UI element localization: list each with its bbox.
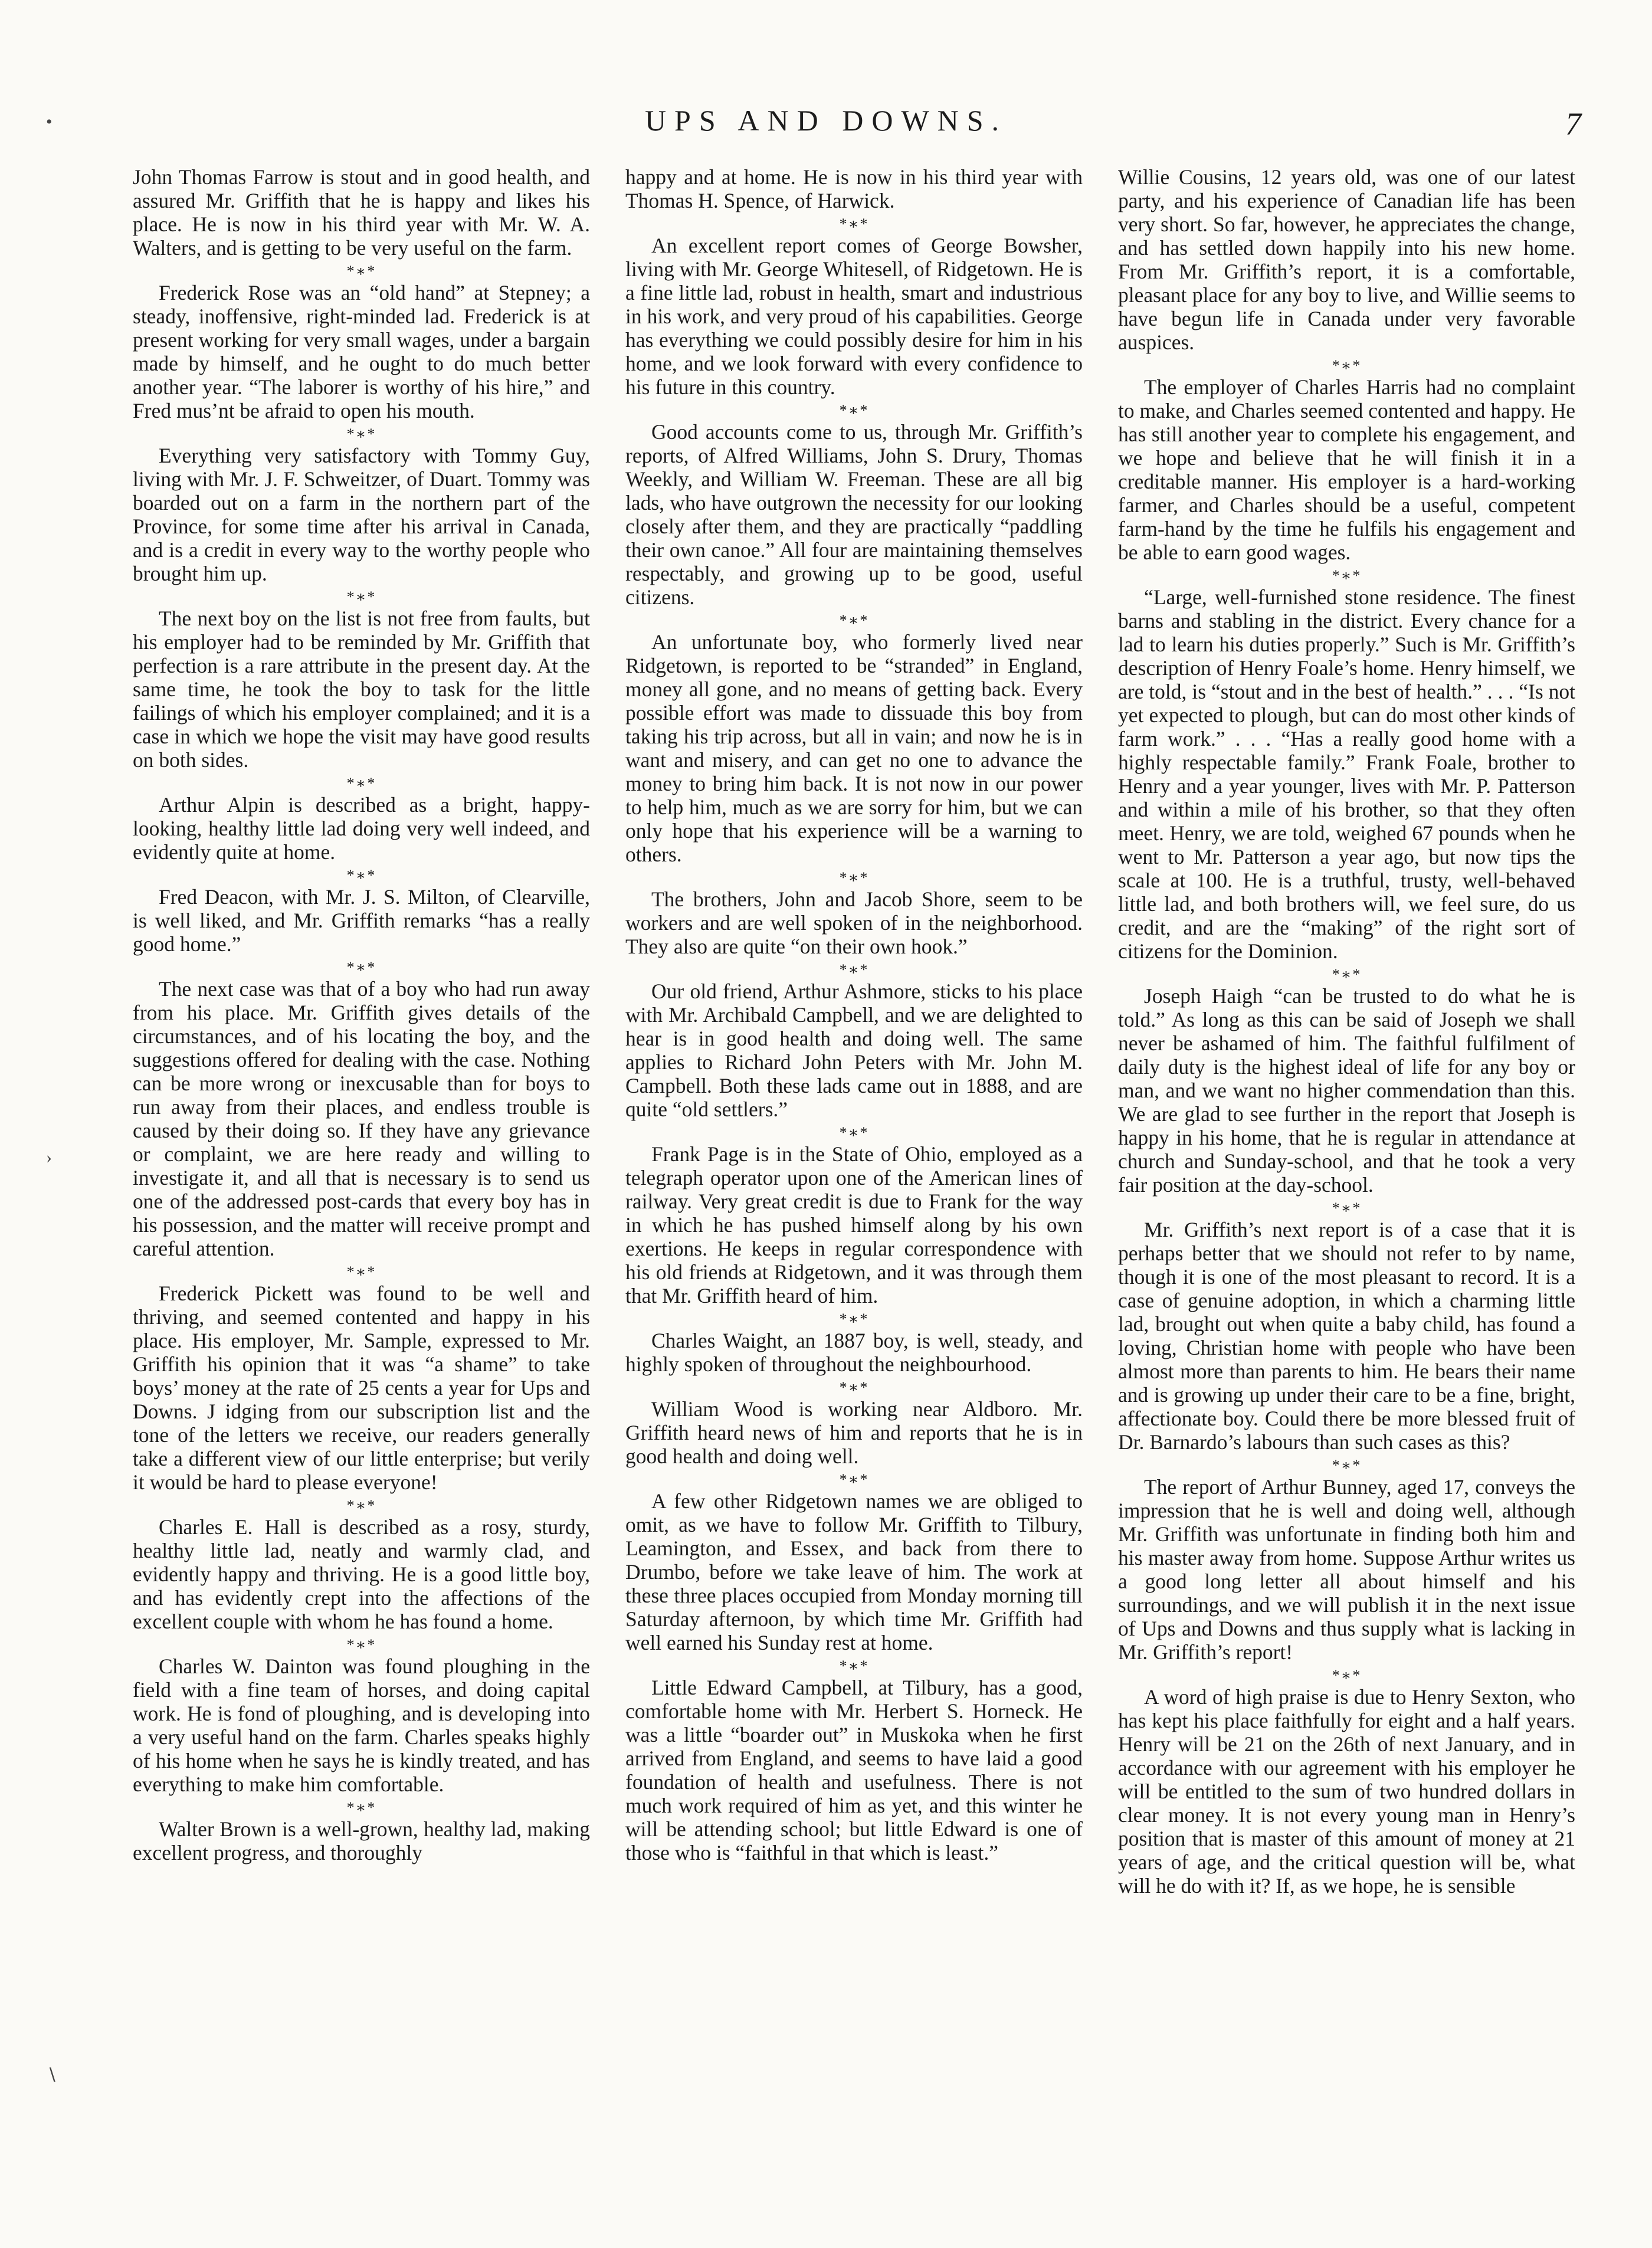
- paragraph: Frederick Rose was an “old hand” at Stepney; a steady, inoffensive, right-minded lad. Frederick is at present working for very small wages, under a bargain made by himself, and he ought to do much better another year. “The laborer is worthy of his hire,” and Fred mus’nt be afraid to open his mouth.: [133, 281, 590, 422]
- paragraph: Willie Cousins, 12 years old, was one of our latest party, and his experience of Canadian life has been very short. So far, however, he appreciates the change, and has settled down happily into his new home. From Mr. Griffith’s report, it is a comfortable, pleasant place for any boy to live, and Willie seems to have begun life in Canada under very favorable auspices.: [1118, 165, 1575, 354]
- paragraph: The employer of Charles Harris had no complaint to make, and Charles seemed contented and happy. He has still another year to complete his engagement, and we hope and believe that he will finish it in a creditable manner. His employer is a hard-working farmer, and Charles should be a useful, competent farm-hand by the time he fulfils his engagement and be able to earn good wages.: [1118, 375, 1575, 564]
- paragraph: Mr. Griffith’s next report is of a case that it is perhaps better that we should not refer to by name, though it is one of the most pleasant to record. It is a case of genuine adoption, in which a charming little lad, brought out when quite a baby child, has found a loving, Christian home with people who have been almost more than parents to him. He bears their name and is growing up under their care to be a fine, bright, affectionate boy. Could there be more blessed fruit of Dr. Barnardo’s labours than such cases as this?: [1118, 1218, 1575, 1454]
- column-2: [625, 165, 1083, 2195]
- paragraph: “Large, well-furnished stone residence. The finest barns and stabling in the district. Every chance for a lad to learn his duties properly.” Such is Mr. Griffith’s description of Henry Foale’s home. Henry himself, we are told, is “stout and in the best of health.” . . . “Is not yet expected to plough, but can do most other kinds of farm work.” . . . “Has a really good home with a highly respectable family.” Frank Foale, brother to Henry and a year younger, lives with Mr. P. Patterson and within a mile of his brother, so that they often meet. Henry, we are told, weighed 67 pounds when he went to Mr. Patterson a year ago, but now tips the scale at 100. He is a truthful, trusty, well-behaved little lad, and both brothers will, we feel sure, do us credit, and are the “making” of the right sort of citizens for the Dominion.: [1118, 585, 1575, 963]
- paragraph: Frederick Pickett was found to be well and thriving, and seemed contented and happy in his place. His employer, Mr. Sample, expressed to Mr. Griffith his opinion that it was “a shame” to take boys’ money at the rate of 25 cents a year for Ups and Downs. J idging from our subscription list and the tone of the letters we receive, our readers generally take a different view of our little enterprise; but verily it would be hard to please everyone!: [133, 1282, 590, 1494]
- paragraph: A word of high praise is due to Henry Sexton, who has kept his place faithfully for eight and a half years. Henry will be 21 on the 26th of next January, and in accordance with our agreement with his employer he will be entitled to the sum of two hundred dollars in clear money. It is not every young man in Henry’s position that is master of this amount of money at 21 years of age, and the critical question will be, what will he do with it? If, as we hope, he is sensible: [1118, 1685, 1575, 1898]
- section-separator: *∗*: [346, 588, 376, 605]
- section-separator: *∗*: [839, 1471, 869, 1488]
- section-separator: *∗*: [1332, 1457, 1362, 1474]
- paragraph: happy and at home. He is now in his third year with Thomas H. Spence, of Harwick.: [625, 165, 1083, 212]
- section-separator: *∗*: [839, 612, 869, 629]
- page-number: 7: [1565, 106, 1581, 142]
- section-separator: *∗*: [1332, 1200, 1362, 1217]
- masthead: [0, 103, 1652, 150]
- paragraph: Charles W. Dainton was found ploughing in the field with a fine team of horses, and doing capital work. He is fond of ploughing, and is developing into a very useful hand on the farm. Charles speaks highly of his home when he says he is kindly treated, and has everything to make him comfortable.: [133, 1654, 590, 1796]
- paragraph: Little Edward Campbell, at Tilbury, has a good, comfortable home with Mr. Herbert S. Horneck. He was a little “boarder out” in Muskoka when he first arrived from England, and seems to have laid a good foundation of health and usefulness. There is not much work required of him as yet, and this winter he will be attending school; but little Edward is one of those who is “faithful in that which is least.”: [625, 1676, 1083, 1864]
- paragraph: A few other Ridgetown names we are obliged to omit, as we have to follow Mr. Griffith to Tilbury, Leamington, and Essex, and back from there to Drumbo, before we take leave of him. The work at these three places occupied from Monday morning till Saturday afternoon, by which time Mr. Griffith had well earned his Sunday rest at home.: [625, 1489, 1083, 1654]
- paragraph: Joseph Haigh “can be trusted to do what he is told.” As long as this can be said of Joseph we shall never be ashamed of him. The faithful fulfilment of daily duty is the highest ideal of life for any boy or man, and we want no higher commendation than this. We are glad to see further in the report that Joseph is happy in his home, that he is regular in attendance at church and Sunday-school, and that he took a very fair position at the day-school.: [1118, 984, 1575, 1197]
- paragraph: Frank Page is in the State of Ohio, employed as a telegraph operator upon one of the American lines of railway. Very great credit is due to Frank for the way in which he has pushed himself along by his own exertions. He keeps in regular correspondence with his old friends at Ridgetown, and it was through them that Mr. Griffith heard of him.: [625, 1142, 1083, 1307]
- section-separator: *∗*: [839, 961, 869, 978]
- section-separator: *∗*: [346, 263, 376, 280]
- section-separator: *∗*: [346, 1636, 376, 1653]
- article-columns: [133, 165, 1584, 2195]
- section-separator: *∗*: [346, 775, 376, 792]
- publication-title: UPS AND DOWNS.: [644, 104, 1008, 137]
- section-separator: *∗*: [346, 1263, 376, 1280]
- paragraph: Our old friend, Arthur Ashmore, sticks to his place with Mr. Archibald Campbell, and we are delighted to hear is in good health and doing well. The same applies to Richard John Peters with Mr. John M. Campbell. Both these lads came out in 1888, and are quite “old settlers.”: [625, 979, 1083, 1121]
- section-separator: *∗*: [839, 402, 869, 419]
- section-separator: *∗*: [839, 215, 869, 232]
- section-separator: *∗*: [346, 959, 376, 976]
- section-separator: *∗*: [346, 1799, 376, 1816]
- paragraph: John Thomas Farrow is stout and in good health, and assured Mr. Griffith that he is happy and likes his place. He is now in his third year with Mr. W. A. Walters, and is getting to be very useful on the farm.: [133, 165, 590, 260]
- section-separator: *∗*: [839, 1124, 869, 1141]
- section-separator: *∗*: [839, 869, 869, 886]
- paragraph: The next boy on the list is not free from faults, but his employer had to be reminded by Mr. Griffith that perfection is a rare attribute in the present day. At the same time, he took the boy to task for the little failings of which his employer complained; and it is a case in which we hope the visit may have good results on both sides.: [133, 607, 590, 772]
- paragraph: Fred Deacon, with Mr. J. S. Milton, of Clearville, is well liked, and Mr. Griffith remarks “has a really good home.”: [133, 885, 590, 956]
- section-separator: *∗*: [1332, 966, 1362, 983]
- paragraph: Walter Brown is a well-grown, healthy lad, making excellent progress, and thoroughly: [133, 1817, 590, 1864]
- column-3: [1118, 165, 1575, 2195]
- paragraph: The report of Arthur Bunney, aged 17, conveys the impression that he is well and doing well, although Mr. Griffith was unfortunate in finding both him and his master away from home. Suppose Arthur writes us a good long letter all about himself and his surroundings, and we will publish it in the next issue of Ups and Downs and thus supply what is lacking in Mr. Griffith’s report!: [1118, 1475, 1575, 1664]
- section-separator: *∗*: [839, 1379, 869, 1396]
- paragraph: An unfortunate boy, who formerly lived near Ridgetown, is reported to be “stranded” in England, money all gone, and no means of getting back. Every possible effort was made to dissuade this boy from taking his trip across, but all in vain; and now he is in want and misery, and can get no one to advance the money to bring him back. It is not now in our power to help him, much as we are sorry for him, but we can only hope that his experience will be a warning to others.: [625, 630, 1083, 866]
- paragraph: William Wood is working near Aldboro. Mr. Griffith heard news of him and reports that he is in good health and doing well.: [625, 1397, 1083, 1468]
- section-separator: *∗*: [839, 1657, 869, 1674]
- paragraph: Arthur Alpin is described as a bright, happy-looking, healthy little lad doing very well indeed, and evidently quite at home.: [133, 793, 590, 864]
- column-1: [133, 165, 590, 2195]
- paragraph: Good accounts come to us, through Mr. Griffith’s reports, of Alfred Williams, John S. Drury, Thomas Weekly, and William W. Freeman. These are all big lads, who have outgrown the necessity for our looking closely after them, and they are practically “paddling their own canoe.” All four are maintaining themselves respectably, and growing up to be good, useful citizens.: [625, 420, 1083, 609]
- section-separator: *∗*: [1332, 567, 1362, 584]
- paragraph: The brothers, John and Jacob Shore, seem to be workers and are well spoken of in the neighborhood. They also are quite “on their own hook.”: [625, 887, 1083, 958]
- margin-mark: ›: [46, 1148, 52, 1167]
- section-separator: *∗*: [346, 1497, 376, 1514]
- section-separator: *∗*: [346, 867, 376, 884]
- section-separator: *∗*: [1332, 357, 1362, 374]
- paragraph: An excellent report comes of George Bowsher, living with Mr. George Whitesell, of Ridgetown. He is a fine little lad, robust in health, smart and industrious in his work, and very proud of his capabilities. George has everything we could possibly desire for him in his home, and we look forward with every confidence to his future in this country.: [625, 234, 1083, 399]
- section-separator: *∗*: [839, 1310, 869, 1328]
- paragraph: The next case was that of a boy who had run away from his place. Mr. Griffith gives details of the circumstances, and of his locating the boy, and the suggestions offered for dealing with the case. Nothing can be more wrong or inexcusable than for boys to run away from their places, and endless trouble is caused by their doing so. If they have any grievance or complaint, we are here ready and willing to investigate it, and all that is necessary is to send us one of the addressed post-cards that every boy has in his possession, and the matter will receive prompt and careful attention.: [133, 977, 590, 1260]
- margin-mark: ∖: [46, 2066, 58, 2085]
- paragraph: Charles E. Hall is described as a rosy, sturdy, healthy little lad, neatly and warmly clad, and evidently happy and thriving. He is a good little boy, and has evidently crept into the affections of the excellent couple with whom he has found a home.: [133, 1515, 590, 1633]
- margin-mark: •: [46, 112, 53, 132]
- section-separator: *∗*: [346, 425, 376, 443]
- section-separator: *∗*: [1332, 1667, 1362, 1684]
- paragraph: Charles Waight, an 1887 boy, is well, steady, and highly spoken of throughout the neighbourhood.: [625, 1329, 1083, 1376]
- paragraph: Everything very satisfactory with Tommy Guy, living with Mr. J. F. Schweitzer, of Duart. Tommy was boarded out on a farm in the northern part of the Province, for some time after his arrival in Canada, and is a credit in every way to the worthy people who brought him up.: [133, 444, 590, 585]
